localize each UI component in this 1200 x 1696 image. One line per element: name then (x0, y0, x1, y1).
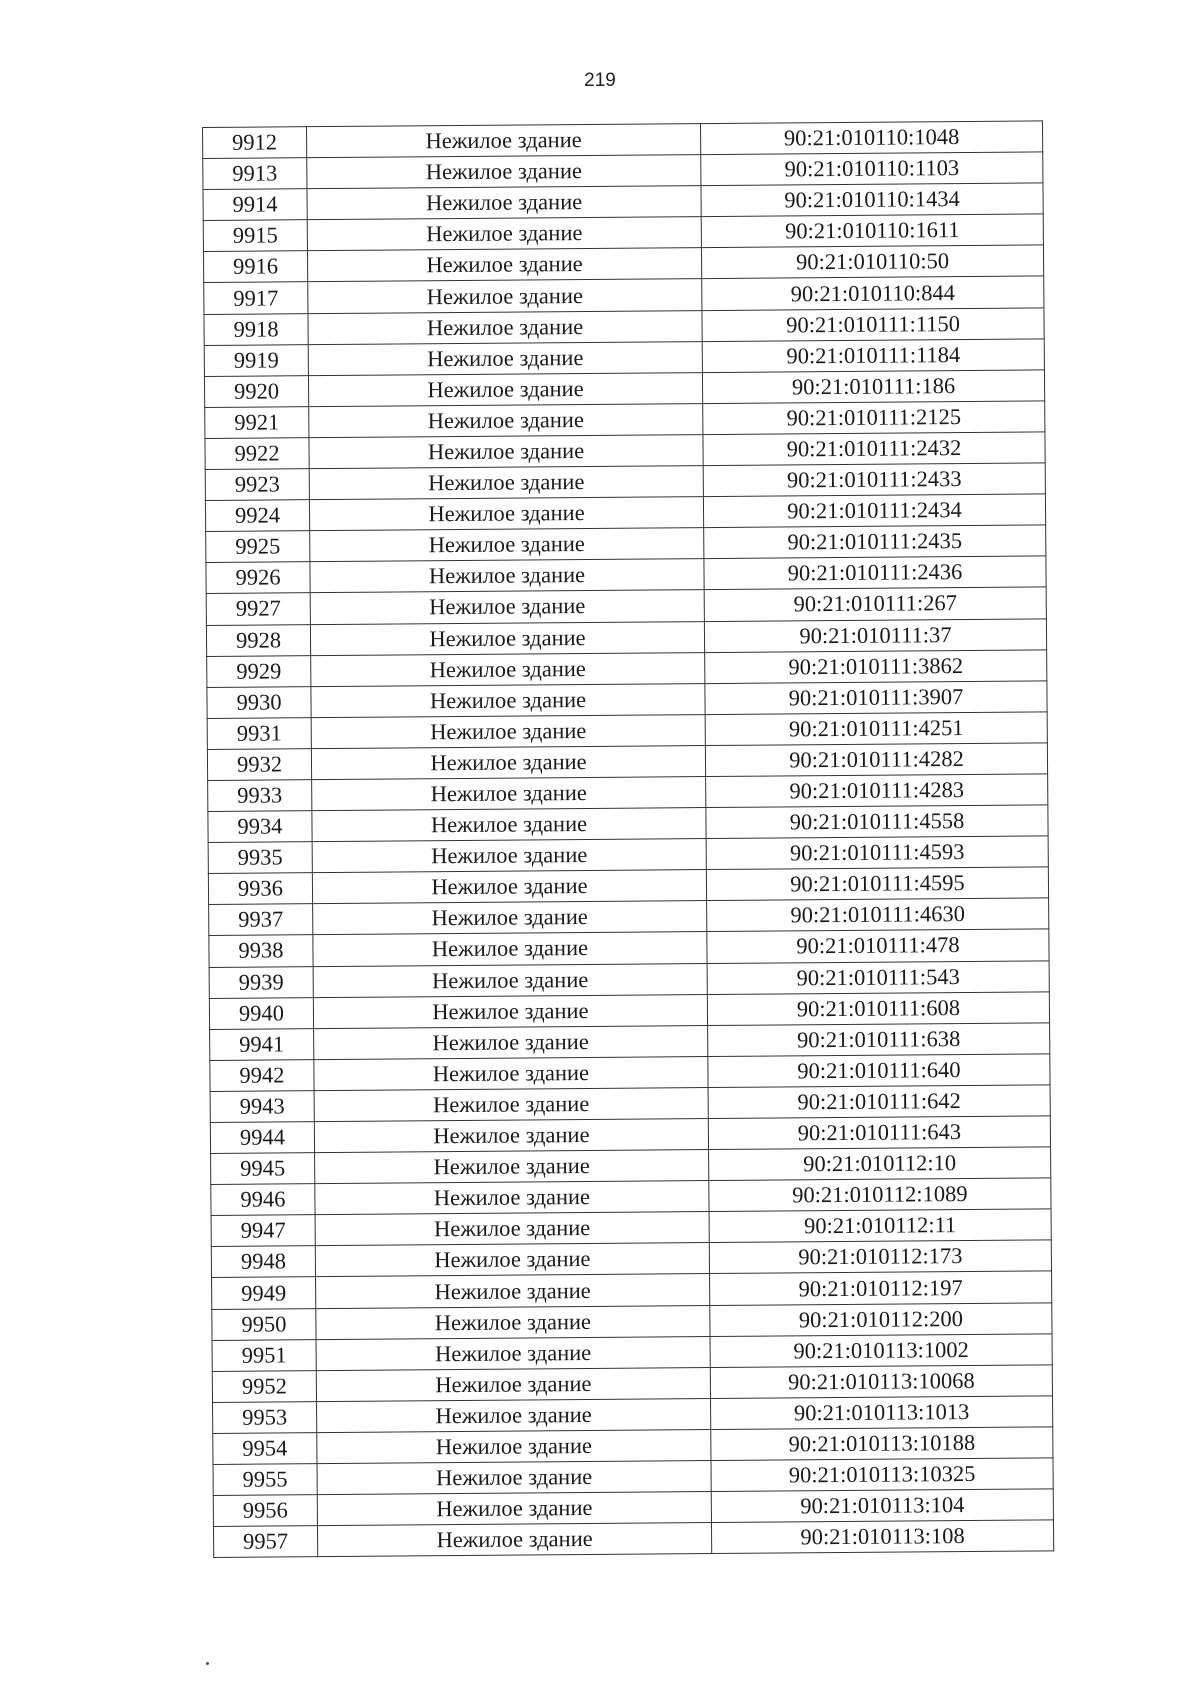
object-type-cell: Нежилое здание (317, 1429, 711, 1463)
row-number-cell: 9947 (211, 1215, 315, 1247)
row-number-cell: 9921 (205, 407, 309, 439)
object-type-cell: Нежилое здание (307, 217, 701, 251)
row-number-cell: 9950 (212, 1308, 316, 1340)
cadastral-number-cell: 90:21:010112:173 (709, 1240, 1051, 1274)
object-type-cell: Нежилое здание (308, 372, 702, 406)
row-number-cell: 9952 (212, 1370, 316, 1402)
registry-table-container (202, 120, 1053, 1558)
cadastral-number-cell: 90:21:010111:2435 (704, 525, 1046, 559)
cadastral-number-cell: 90:21:010113:10188 (711, 1427, 1053, 1461)
object-type-cell: Нежилое здание (309, 497, 703, 531)
object-type-cell: Нежилое здание (314, 1119, 708, 1153)
cadastral-number-cell: 90:21:010111:478 (707, 929, 1049, 963)
row-number-cell: 9938 (209, 935, 313, 967)
row-number-cell: 9924 (205, 500, 309, 532)
row-number-cell: 9936 (208, 873, 312, 905)
cadastral-number-cell: 90:21:010112:1089 (709, 1178, 1051, 1212)
cadastral-number-cell: 90:21:010111:186 (702, 370, 1044, 404)
cadastral-number-cell: 90:21:010113:104 (711, 1489, 1053, 1523)
object-type-cell: Нежилое здание (313, 963, 707, 997)
object-type-cell: Нежилое здание (315, 1150, 709, 1184)
cadastral-number-cell: 90:21:010111:4630 (707, 898, 1049, 932)
object-type-cell: Нежилое здание (310, 559, 704, 593)
row-number-cell: 9932 (207, 749, 311, 781)
row-number-cell: 9933 (208, 780, 312, 812)
object-type-cell: Нежилое здание (312, 839, 706, 873)
object-type-cell: Нежилое здание (317, 1523, 711, 1557)
row-number-cell: 9946 (211, 1184, 315, 1216)
row-number-cell: 9916 (203, 251, 307, 283)
row-number-cell: 9928 (206, 624, 310, 656)
row-number-cell: 9955 (213, 1464, 317, 1496)
object-type-cell: Нежилое здание (307, 186, 701, 220)
cadastral-number-cell: 90:21:010111:643 (708, 1116, 1050, 1150)
row-number-cell: 9919 (204, 344, 308, 376)
cadastral-number-cell: 90:21:010110:50 (701, 245, 1043, 279)
cadastral-number-cell: 90:21:010111:4595 (706, 867, 1048, 901)
cadastral-number-cell: 90:21:010113:10325 (711, 1458, 1053, 1492)
row-number-cell: 9922 (205, 438, 309, 470)
object-type-cell: Нежилое здание (307, 155, 701, 189)
cadastral-number-cell: 90:21:010112:10 (709, 1147, 1051, 1181)
object-type-cell: Нежилое здание (311, 745, 705, 779)
cadastral-number-cell: 90:21:010113:108 (711, 1520, 1053, 1554)
object-type-cell: Нежилое здание (309, 466, 703, 500)
object-type-cell: Нежилое здание (309, 403, 703, 437)
cadastral-number-cell: 90:21:010111:543 (707, 960, 1049, 994)
cadastral-number-cell: 90:21:010111:1150 (702, 307, 1044, 341)
object-type-cell: Нежилое здание (308, 341, 702, 375)
cadastral-number-cell: 90:21:010110:1103 (701, 152, 1043, 186)
cadastral-number-cell: 90:21:010111:267 (704, 587, 1046, 621)
object-type-cell: Нежилое здание (313, 932, 707, 966)
row-number-cell: 9914 (203, 189, 307, 221)
row-number-cell: 9913 (203, 158, 307, 190)
cadastral-number-cell: 90:21:010111:638 (708, 1023, 1050, 1057)
cadastral-number-cell: 90:21:010111:2433 (703, 463, 1045, 497)
object-type-cell: Нежилое здание (313, 994, 707, 1028)
object-type-cell: Нежилое здание (317, 1398, 711, 1432)
object-type-cell: Нежилое здание (314, 1087, 708, 1121)
object-type-cell: Нежилое здание (315, 1212, 709, 1246)
cadastral-number-cell: 90:21:010111:4593 (706, 836, 1048, 870)
row-number-cell: 9915 (203, 220, 307, 252)
cadastral-number-cell: 90:21:010110:1434 (701, 183, 1043, 217)
cadastral-number-cell: 90:21:010113:1002 (710, 1334, 1052, 1368)
cadastral-number-cell: 90:21:010111:2434 (703, 494, 1045, 528)
object-type-cell: Нежилое здание (316, 1367, 710, 1401)
row-number-cell: 9931 (207, 717, 311, 749)
row-number-cell: 9929 (207, 655, 311, 687)
row-number-cell: 9945 (211, 1153, 315, 1185)
row-number-cell: 9920 (204, 375, 308, 407)
cadastral-number-cell: 90:21:010111:4283 (706, 774, 1048, 808)
object-type-cell: Нежилое здание (312, 777, 706, 811)
cadastral-number-cell: 90:21:010110:1048 (700, 121, 1042, 155)
cadastral-number-cell: 90:21:010113:1013 (711, 1396, 1053, 1430)
cadastral-number-cell: 90:21:010111:2436 (704, 556, 1046, 590)
object-type-cell: Нежилое здание (313, 901, 707, 935)
object-type-cell: Нежилое здание (310, 621, 704, 655)
object-type-cell: Нежилое здание (315, 1181, 709, 1215)
row-number-cell: 9926 (206, 562, 310, 594)
cadastral-number-cell: 90:21:010112:11 (709, 1209, 1051, 1243)
cadastral-number-cell: 90:21:010111:4282 (705, 743, 1047, 777)
cadastral-number-cell: 90:21:010111:608 (707, 991, 1049, 1025)
row-number-cell: 9949 (212, 1277, 316, 1309)
row-number-cell: 9927 (206, 593, 310, 625)
object-type-cell: Нежилое здание (314, 1025, 708, 1059)
row-number-cell: 9954 (213, 1433, 317, 1465)
cadastral-number-cell: 90:21:010111:4558 (706, 805, 1048, 839)
cadastral-number-cell: 90:21:010111:4251 (705, 712, 1047, 746)
object-type-cell: Нежилое здание (314, 1056, 708, 1090)
row-number-cell: 9944 (210, 1122, 314, 1154)
row-number-cell: 9940 (209, 997, 313, 1029)
object-type-cell: Нежилое здание (307, 248, 701, 282)
object-type-cell: Нежилое здание (311, 683, 705, 717)
row-number-cell: 9941 (210, 1028, 314, 1060)
object-type-cell: Нежилое здание (309, 435, 703, 469)
object-type-cell: Нежилое здание (317, 1461, 711, 1495)
cadastral-number-cell: 90:21:010112:200 (710, 1302, 1052, 1336)
row-number-cell: 9923 (205, 469, 309, 501)
object-type-cell: Нежилое здание (316, 1274, 710, 1308)
row-number-cell: 9912 (203, 127, 307, 159)
row-number-cell: 9939 (209, 966, 313, 998)
object-type-cell: Нежилое здание (310, 590, 704, 624)
row-number-cell: 9935 (208, 842, 312, 874)
object-type-cell: Нежилое здание (316, 1305, 710, 1339)
cadastral-number-cell: 90:21:010112:197 (710, 1271, 1052, 1305)
object-type-cell: Нежилое здание (316, 1336, 710, 1370)
cadastral-number-cell: 90:21:010111:3907 (705, 681, 1047, 715)
page-number: 219 (584, 70, 616, 91)
object-type-cell: Нежилое здание (307, 124, 701, 158)
cadastral-number-cell: 90:21:010110:1611 (701, 214, 1043, 248)
object-type-cell: Нежилое здание (308, 310, 702, 344)
row-number-cell: 9925 (206, 531, 310, 563)
cadastral-number-cell: 90:21:010111:2125 (703, 401, 1045, 435)
object-type-cell: Нежилое здание (312, 808, 706, 842)
registry-table-body (203, 121, 1054, 1558)
row-number-cell: 9948 (211, 1246, 315, 1278)
registry-table (202, 120, 1054, 1558)
row-number-cell: 9956 (213, 1495, 317, 1527)
cadastral-number-cell: 90:21:010111:2432 (703, 432, 1045, 466)
cadastral-number-cell: 90:21:010111:1184 (702, 339, 1044, 373)
object-type-cell: Нежилое здание (311, 652, 705, 686)
scan-speck (206, 1662, 209, 1665)
cadastral-number-cell: 90:21:010111:640 (708, 1054, 1050, 1088)
cadastral-number-cell: 90:21:010113:10068 (710, 1365, 1052, 1399)
row-number-cell: 9937 (209, 904, 313, 936)
object-type-cell: Нежилое здание (308, 279, 702, 313)
row-number-cell: 9943 (210, 1091, 314, 1123)
table-row (213, 1520, 1053, 1558)
object-type-cell: Нежилое здание (310, 528, 704, 562)
row-number-cell: 9930 (207, 686, 311, 718)
object-type-cell: Нежилое здание (311, 714, 705, 748)
row-number-cell: 9957 (213, 1526, 317, 1558)
object-type-cell: Нежилое здание (315, 1243, 709, 1277)
object-type-cell: Нежилое здание (317, 1492, 711, 1526)
row-number-cell: 9953 (213, 1401, 317, 1433)
cadastral-number-cell: 90:21:010111:37 (704, 618, 1046, 652)
row-number-cell: 9917 (204, 282, 308, 314)
row-number-cell: 9934 (208, 811, 312, 843)
row-number-cell: 9918 (204, 313, 308, 345)
row-number-cell: 9942 (210, 1059, 314, 1091)
cadastral-number-cell: 90:21:010111:642 (708, 1085, 1050, 1119)
object-type-cell: Нежилое здание (312, 870, 706, 904)
row-number-cell: 9951 (212, 1339, 316, 1371)
cadastral-number-cell: 90:21:010111:3862 (705, 649, 1047, 683)
cadastral-number-cell: 90:21:010110:844 (702, 276, 1044, 310)
